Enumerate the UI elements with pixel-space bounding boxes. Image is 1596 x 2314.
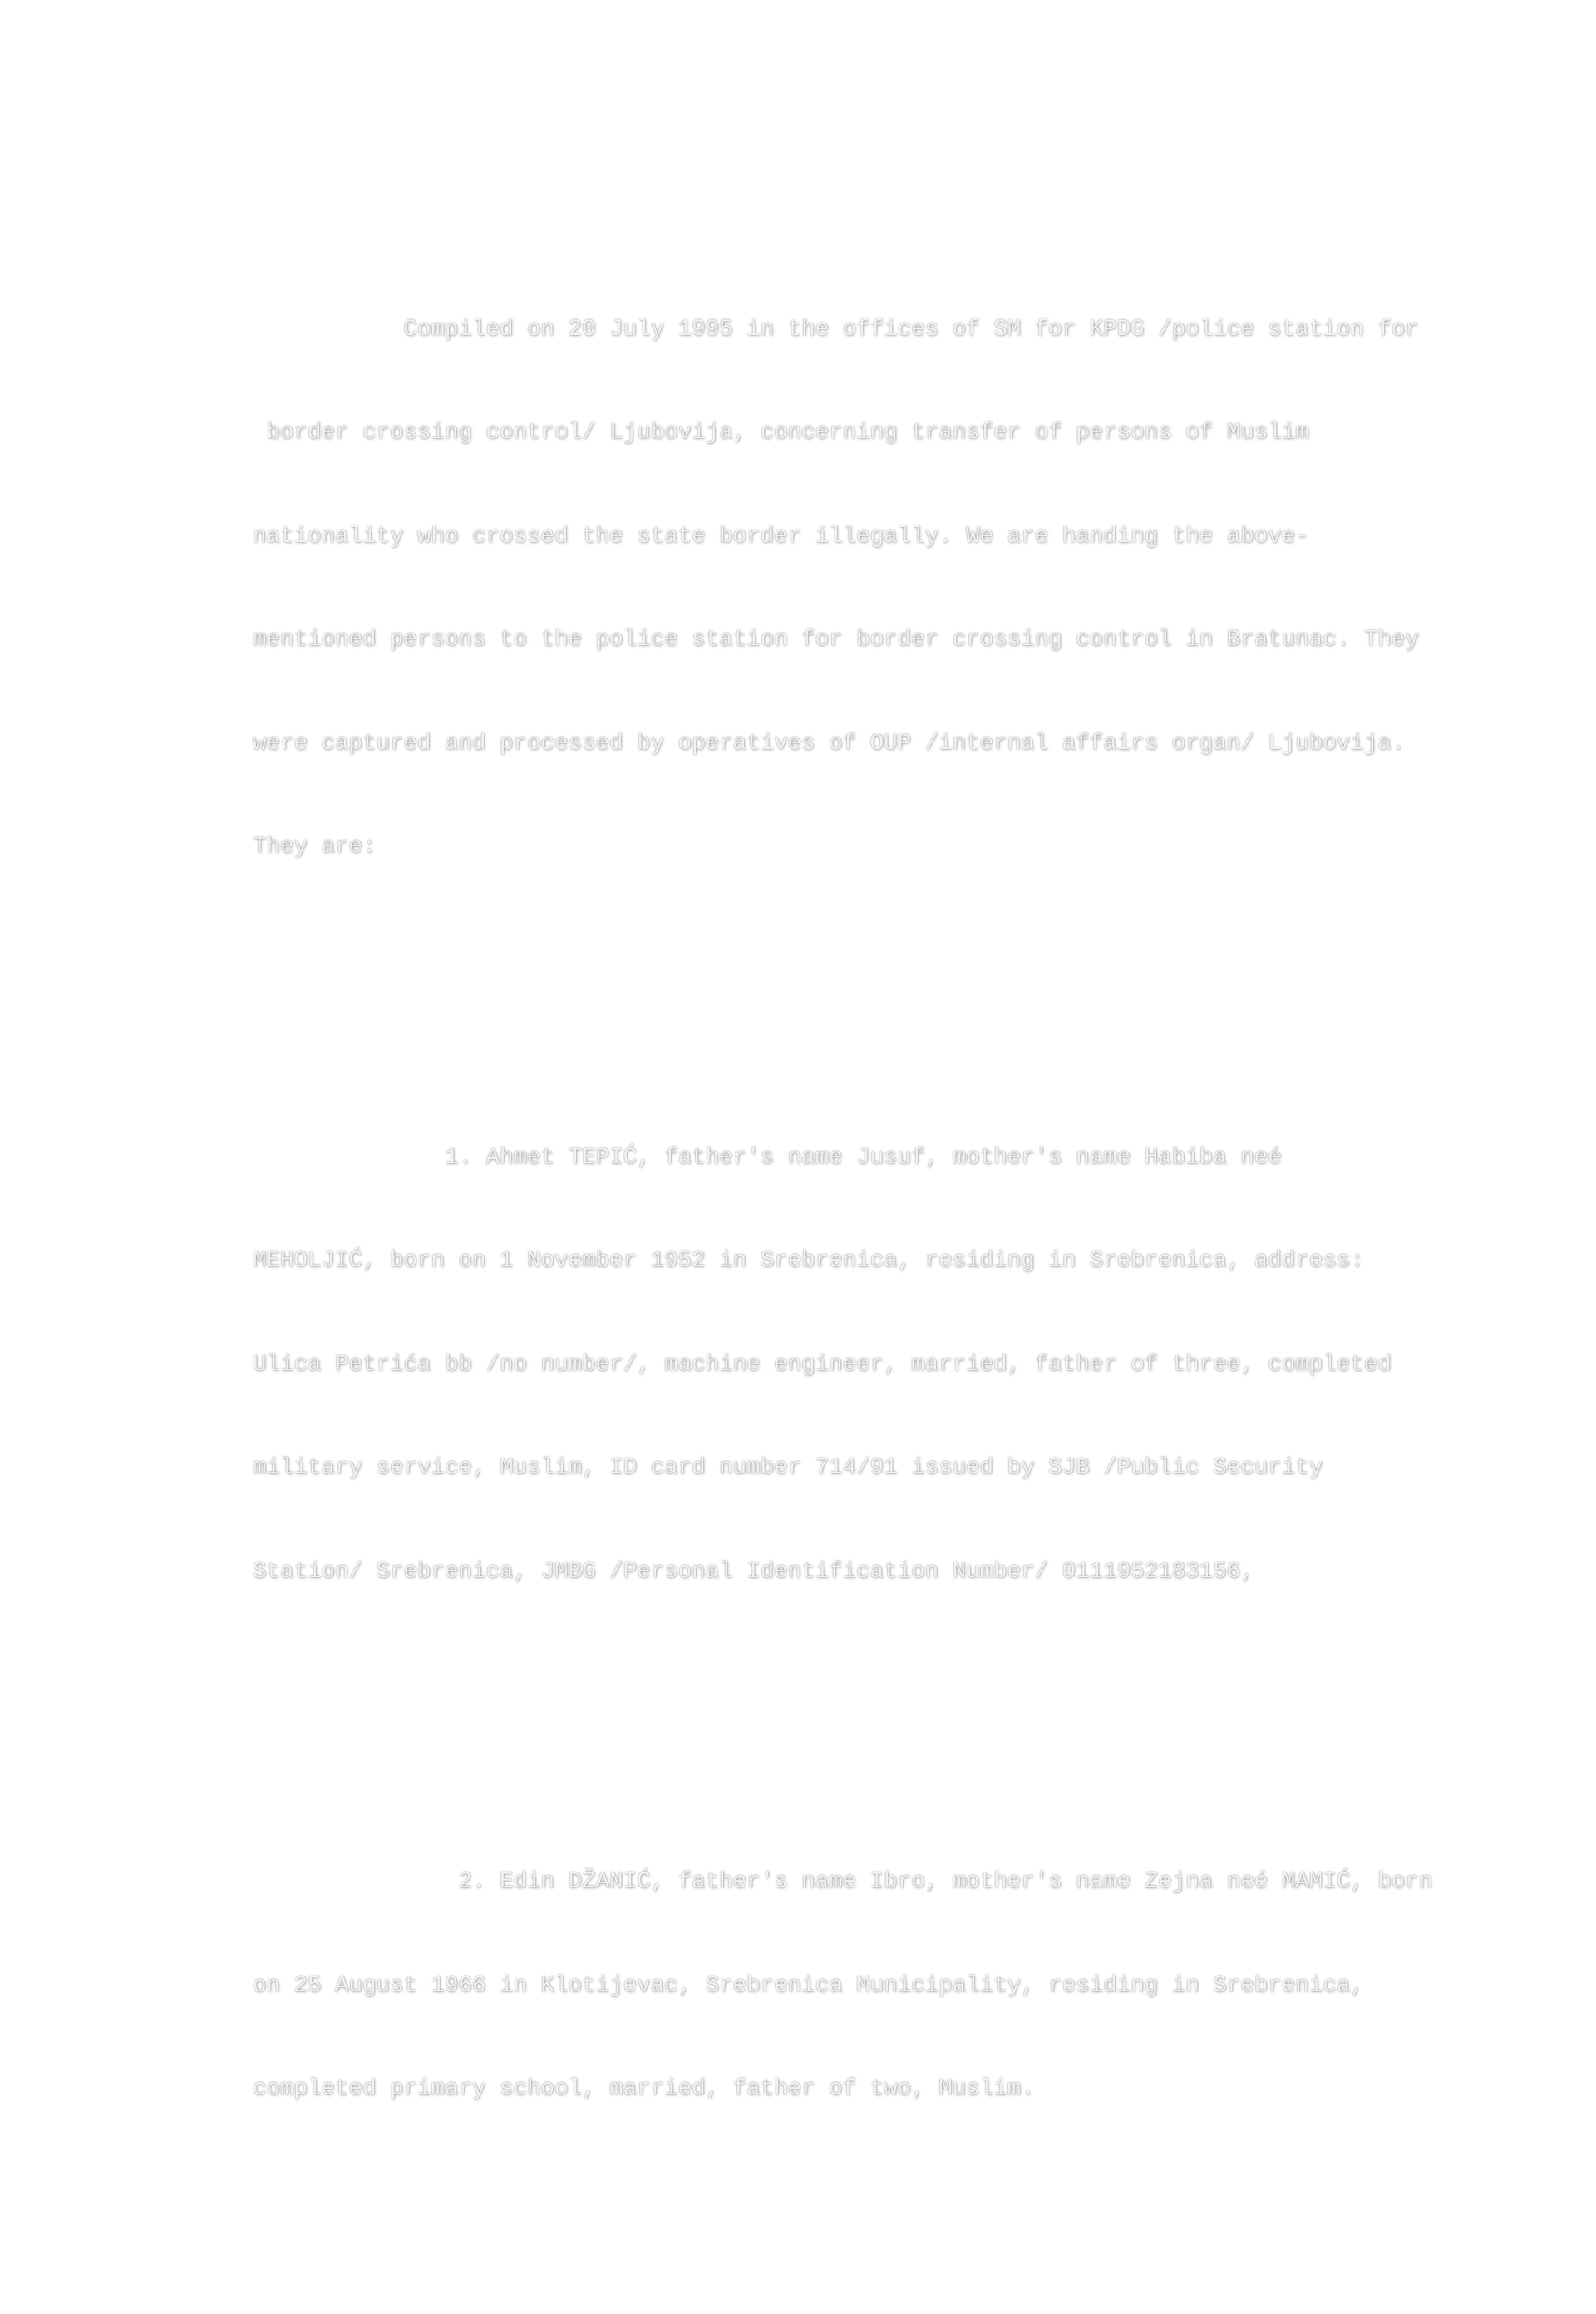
intro-line: They are:: [253, 834, 377, 860]
intro-line: mentioned persons to the police station for border crossing control in Bratunac. They: [253, 627, 1419, 653]
intro-line: were captured and processed by operatives of OUP /internal affairs organ/ Ljubovija.: [253, 730, 1406, 757]
intro-paragraph: [253, 244, 1419, 934]
person-1-line: Ulica Petrića bb /no number/, machine engineer, married, father of three, completed: [253, 1351, 1392, 1378]
person-1-line: Station/ Srebrenica, JMBG /Personal Identification Number/ 0111952183156,: [253, 1558, 1254, 1585]
intro-line: Compiled on 20 July 1995 in the offices of SM for KPDG /police station for: [253, 316, 1419, 343]
person-2-line: 2. Edin DŽANIĆ, father's name Ibro, mother's name Zejna neé MAMIĆ, born: [253, 1869, 1433, 1895]
person-1-line: 1. Ahmet TEPIĆ, father's name Jusuf, mother's name Habiba neé: [253, 1144, 1282, 1171]
intro-line: nationality who crossed the state border illegally. We are handing the above-: [253, 523, 1309, 550]
person-1-line: military service, Muslim, ID card number 714/91 issued by SJB /Public Security: [253, 1455, 1323, 1481]
intro-line: border crossing control/ Ljubovija, concerning transfer of persons of Muslim: [253, 420, 1309, 446]
person-2-line: completed primary school, married, father of two, Muslim.: [253, 2076, 1035, 2102]
person-1-paragraph: [253, 1072, 1392, 1659]
person-2-line: on 25 August 1966 in Klotijevac, Srebrenica Municipality, residing in Srebrenica,: [253, 1972, 1364, 1999]
person-1-line: MEHOLJIĆ, born on 1 November 1952 in Srebrenica, residing in Srebrenica, address:: [253, 1248, 1364, 1274]
person-2-paragraph: [253, 1796, 1433, 2176]
document-body: [253, 140, 1433, 2314]
